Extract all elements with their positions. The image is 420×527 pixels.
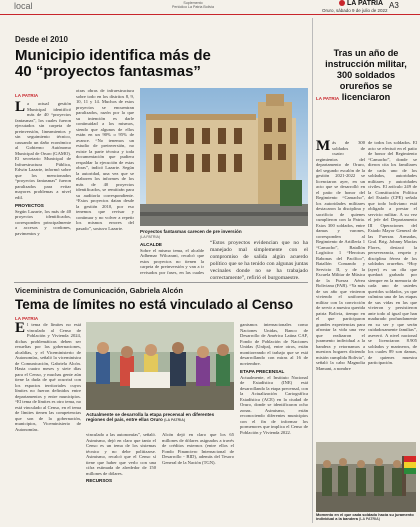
article1-kicker: Desde el 2010	[15, 35, 68, 44]
article-separator	[14, 282, 308, 283]
subhead-alcalde: ALCALDE	[140, 242, 162, 247]
subhead-proyectos: PROYECTOS	[15, 203, 44, 208]
page-header	[0, 0, 420, 15]
article3-column-2: de todos los soldados. El acto se efectuó en el patio de honor del Regimiento “Camacho”, donde se dieron cita los familiares de cada uno de los soldados, autoridades militares y autoridades civiles. El artículo 249 de la Constitución Política del Estado (CPE) señala que todo boliviano está obligado a prestar el servicio militar. A su vez el jefe del Departamento III Operaciones del Estado Mayor General de las Fuerzas Armadas, Gral. Brig. Johnny Macías Flores, destacó la perseverancia, respeto y disciplina férrea de los soldados orureños. “Hoy (ayer) es un día que quedará grabado por siempre en la memoria de cada uno de ustedes queridos soldados, ya que culmina una de las etapas de sus vidas en las que vivieron y persistieron ante todo al igual que han madurado profundamente en su ser y que serán cuidadosamente familias”, aseveró. A nivel nacional se licenciaron 8.905 soldados y marineros, de los cuales 89 son damas, de quienes muestra participación.	[368, 140, 417, 365]
article1-column-2: otras obras de infraestructura sobre todo en los distritos 8, 9, 10, 11 y 14. Muchos de estos proyectos se encuentran paralizados, razón por la que su intención es darle continuidad a los mismos, siendo que algunos de ellos están en un 90% o 95% de avance. “No tenemos un estudio de preinversión, no existe la parte técnica y toda documentación que pudiera respaldar la ejecución de estas obras”, indicó Lazarte. Según la autoridad, una vez que se elaboren los informes de los más de 40 proyectos identificados, se remitirán para su auditoría correspondiente. “Estos proyectos datan desde la gestión 2010, por eso tenemos que revisar y continuar y no volver a repetir los mismos errores del pasado”, sostuvo Lazarte.	[76, 88, 134, 231]
section-label: local	[14, 1, 33, 11]
census-photo	[86, 322, 234, 410]
building-photo	[140, 88, 308, 226]
article1-quote: “Estos proyectos evidencian que no ha manejado mal simplemente con el compromiso de salida algún acuerdo político que se ha tenido con algunas juntas vecinales donde no se ha trabajado correctamente”, refirió el burgomaestre.	[210, 240, 308, 280]
article1-byline: LA PATRIA	[15, 93, 39, 98]
column-divider	[312, 18, 313, 523]
article1-photo	[140, 88, 308, 226]
dropcap-m: M	[316, 140, 331, 154]
article3-headline: Tras un año de instrucción militar, 300 soldados orureños se licenciaron	[325, 48, 407, 102]
logo-icon	[339, 0, 345, 6]
subhead-recursos: RECURSOS	[86, 478, 113, 483]
dropcap-e: E	[15, 322, 26, 336]
supplement-label: Suplemento Periódico La Patria Bolivia	[172, 1, 214, 10]
article2-column-3: ganismos internacionales como Naciones Unidas, Banco de Desarrollo de América Latina CAF, Fondo de Población de Naciones Unidas (Unfpa), entre otros, están monitoreando el trabajo que se está desarrollando con miras al 16 de noviembre. ETAPA PRECENSAL Actualmente, el Instituto Nacional de Estadística (INE) está desarrollando la etapa precensal, con la Actualización Cartográfica Estadística (ACE) en la ciudad de Oruro, donde se identificaron ocho zonas. Asimismo, están reconociendo diferentes municipios con el fin de informar los pormenores que implica el Censo de Población y Vivienda 2022.	[240, 322, 308, 435]
issue-date: Oruro, sábado 9 de julio de 2022	[322, 8, 388, 13]
article1-column-1: La actual gestión Municipal identificó más de 40 “proyectos fantasmas”, los cuales fueron ejecutados sin carpeta de preinversión, lineamientos y sin seguimiento técnico, causando un daño económico al Gobierno Autónomo Municipal de Oruro (GAMO). El secretario Municipal de Infraestructura Pública, Edwin Lazarte, informó sobre que los mencionados “proyectos fantasmas” fueron paralizados para evitar mayores problemas a nivel edil. PROYECTOS Según Lazarte, los más de 40 proyectos identificados, corresponden principalmente a accesos y cordones, pavimentos y	[15, 101, 71, 236]
article1-headline: Municipio identifica más de 40 “proyectos fantasmas”	[15, 47, 211, 80]
article2-byline: LA PATRIA	[15, 316, 39, 321]
dropcap: L	[15, 101, 26, 115]
article2-column-2b: Alcón dejó en claro que los 65 millones de dólares asignados a través de créditos externos (entre ellos el Fondo Financiero Internacional de Desarrollo - BID), además del Tesoro General de la Nación (TGN).	[162, 432, 234, 465]
article3-column-1: Más de 300 soldados de cuatro regimientos del departamento de Oruro, del segundo escalón de la gestión 2021-2022 se licenciaron ayer, en un acto que se desarrolló en el patio de honor del Regimiento “Camacho”, los autoridades militares destacaron la disciplina y sacrificio de quienes cumplieron con la Patria. Estos 300 soldados, entre damas y varones, corresponden al Regimiento de Artillería 1 “Camacho”, Batallón Logístico 1 “Heroicas Rabonas del Pacífico”, Batallón Comando y Servicio II, y de la Escuela Militar de Música de la Fuerza Aérea Boliviana (FAB). “Ya más de un año que vinieron viviendo el uniforme militar con la convicción de servir a nuestra querida patria Bolivia, tiempo en el que participaron grandes experiencias para afrontar la vida una vez que realizaron el juramento individual a la bandera y retornamos a nuestros hogares diciendo misión cumplida Bolivia”, señaló la cabo Magnolia Mamani, a nombre	[316, 140, 365, 371]
article2-kicker: Viceministra de Comunicación, Gabriela Alcón	[15, 286, 183, 295]
article2-caption: Actualmente se desarrolla la etapa precensal en diferentes regiones del país, entre ellas Oruro (LA PATRIA)	[86, 412, 215, 423]
newspaper-logo: LA PATRIA	[339, 0, 383, 7]
article2-column-2: vinculado a las autonomías”, señaló. Asimismo, dejó en claro que tanto el Censo es un tema de los sistemas técnico y no debe politizarse. Asimismo, recalcó que el Censo sí tiene que haber que verlo con una cifra estimada de alrededor de 150 millones de dólares. RECURSOS	[86, 432, 156, 483]
article1-column-3: ALCALDE Sobre el mismo tema, el alcalde Adhemar Wilcarani, recalcó que estos proyectos no tienen la carpeta de preinversión y van a ir revisados por fases, en las cuales	[140, 242, 204, 275]
article2-headline: Tema de límites no está vinculado al Censo	[15, 297, 294, 312]
article3-caption: Momento en el que cada soldado hacía su juramento individual a la bandera (LA PATRIA)	[316, 512, 414, 522]
article1-credit: (LA PATRIA)	[140, 235, 161, 239]
soldiers-photo	[316, 442, 416, 512]
article2-photo	[86, 322, 234, 410]
article3-byline: LA PATRIA	[316, 96, 340, 101]
subhead-etapa-precensal: ETAPA PRECENSAL	[240, 369, 285, 374]
article1-caption: Proyectos fantasmas carecen de pre inversión	[140, 229, 242, 234]
article3-photo	[316, 442, 416, 512]
article2-column-1: El tema de límites no está vinculado al Censo de Población y Vivienda 2024, dichas problemáticas deben ser resueltas por las gobernaciones, alcaldías, y el Viceministerio de Autonomías, señaló la viceministra de Comunicación, Gabriela Alcón. Hasta cuatro meses y siete días para el Censo, y muchas gente aún tiene la duda de qué ocurrirá con los espacios territoriales cuyos límites no fueron definidos entre departamentos y entre municipios. “El tema de límites es otro tema, no está vinculado al Censo, en el tema de límites tienen las competencias que son de la gobernación, municipios, Viceministerio de Autonomías.	[15, 322, 81, 432]
page-number: A3	[389, 1, 399, 10]
